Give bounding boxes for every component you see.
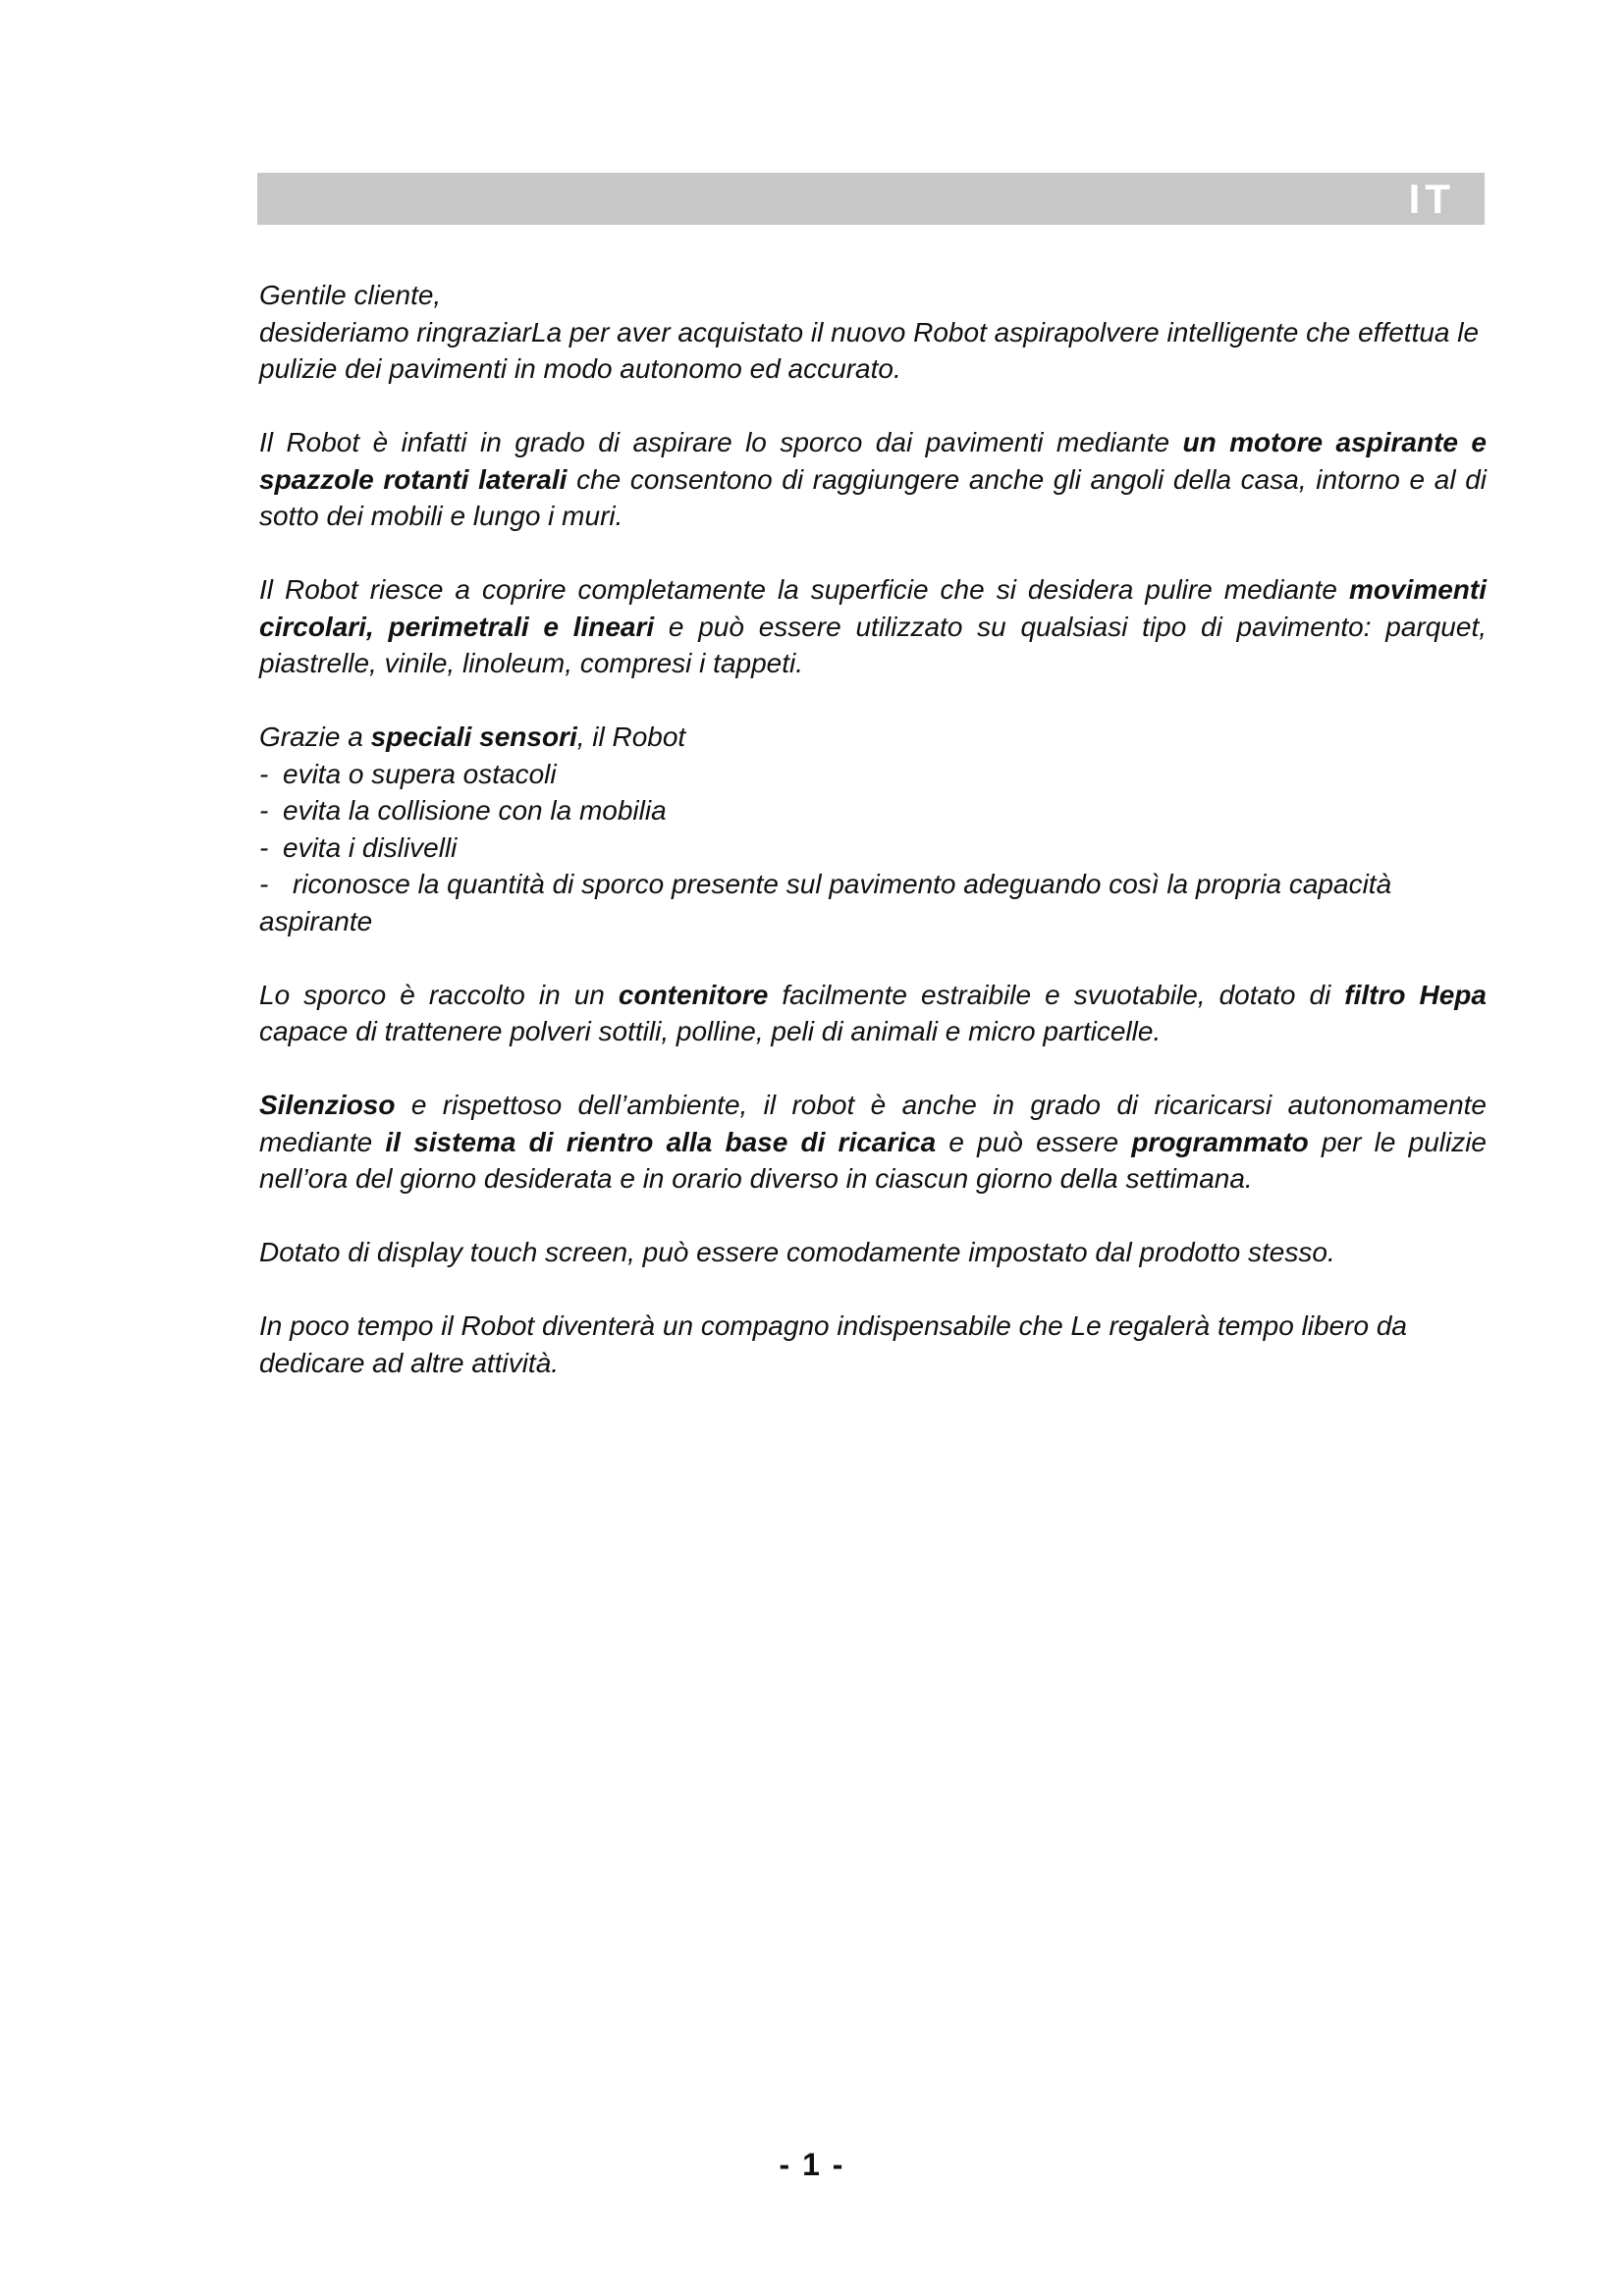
greeting: Gentile cliente, <box>259 280 442 310</box>
container-paragraph <box>259 977 1487 1050</box>
silent-text-mid: e può essere <box>936 1126 1132 1157</box>
container-highlight: contenitore <box>618 979 769 1010</box>
silent-text: e rispettoso dell’ambiente, il robot è anche in grado di ricaricarsi autonomamente mediante <box>259 1090 1487 1157</box>
movement-text: Il Robot riesce a coprire completamente la superficie che si desidera pulire mediante <box>259 574 1349 605</box>
sensors-intro <box>259 719 1487 756</box>
display-paragraph: Dotato di display touch screen, può essere comodamente impostato dal prodotto stesso. <box>259 1237 1335 1267</box>
return-base-highlight: il sistema di rientro alla base di ricarica <box>385 1126 937 1157</box>
list-item: - evita la collisione con la mobilia <box>259 795 667 826</box>
list-item-text: evita i dislivelli <box>283 831 458 863</box>
sensors-paragraph <box>259 719 1487 939</box>
list-item-text: evita o supera ostacoli <box>283 758 557 789</box>
greeting-paragraph <box>259 277 1487 388</box>
container-text-end: capace di trattenere polveri sottili, polline, peli di animali e micro particelle. <box>259 1016 1162 1046</box>
sensor-features-list <box>259 756 1487 940</box>
list-item: - riconosce la quantità di sporco presente sul pavimento adeguando così la propria capacità aspirante <box>259 869 1392 936</box>
list-item-text: riconosce la quantità di sporco presente sul pavimento adeguando così la propria capacità aspirante <box>259 869 1392 936</box>
list-item-text: evita la collisione con la mobilia <box>283 795 667 826</box>
list-item: - evita i dislivelli <box>259 831 458 863</box>
sensors-text: Grazie a <box>259 721 371 752</box>
programmed-highlight: programmato <box>1131 1126 1309 1157</box>
silent-paragraph <box>259 1087 1487 1198</box>
suction-text: Il Robot è infatti in grado di aspirare lo sporco dai pavimenti mediante <box>259 427 1183 457</box>
sensors-highlight: speciali sensori <box>370 721 577 752</box>
container-text-mid: facilmente estraibile e svuotabile, dotato di <box>768 979 1345 1010</box>
language-header-bar <box>257 173 1485 225</box>
silent-highlight: Silenzioso <box>259 1090 396 1120</box>
suction-highlight: un motore aspirante e spazzole rotanti laterali <box>259 427 1488 495</box>
suction-text-end: che consentono di raggiungere anche gli angoli della casa, intorno e al di sotto dei mobili e lungo i muri. <box>259 463 1488 531</box>
list-item: - evita o supera ostacoli <box>259 758 557 789</box>
silent-text-end: per le pulizie nell’ora del giorno desiderata e in orario diverso in ciascun giorno della settimana. <box>259 1126 1488 1194</box>
container-text: Lo sporco è raccolto in un <box>259 979 619 1010</box>
language-code: IT <box>1408 176 1455 222</box>
movement-text-end: e può essere utilizzato su qualsiasi tipo di pavimento: parquet, piastrelle, vinile, linoleum, compresi i tappeti. <box>259 611 1488 678</box>
page-number: - 1 - <box>779 2147 845 2182</box>
closing-paragraph: In poco tempo il Robot diventerà un compagno indispensabile che Le regalerà tempo libero da dedicare ad altre attività. <box>259 1310 1407 1378</box>
movement-highlight: movimenti circolari, perimetrali e lineari <box>259 574 1487 642</box>
suction-paragraph <box>259 424 1487 535</box>
filter-highlight: filtro Hepa <box>1344 979 1487 1010</box>
intro-text-line: desideriamo ringraziarLa per aver acquistato il nuovo Robot aspirapolvere intelligente che effettua le pulizie dei pavimenti in modo autonomo ed accurato. <box>259 316 1480 384</box>
sensors-text-end: , il Robot <box>576 721 686 752</box>
intro-text <box>259 277 1487 1418</box>
movement-paragraph <box>259 571 1487 682</box>
